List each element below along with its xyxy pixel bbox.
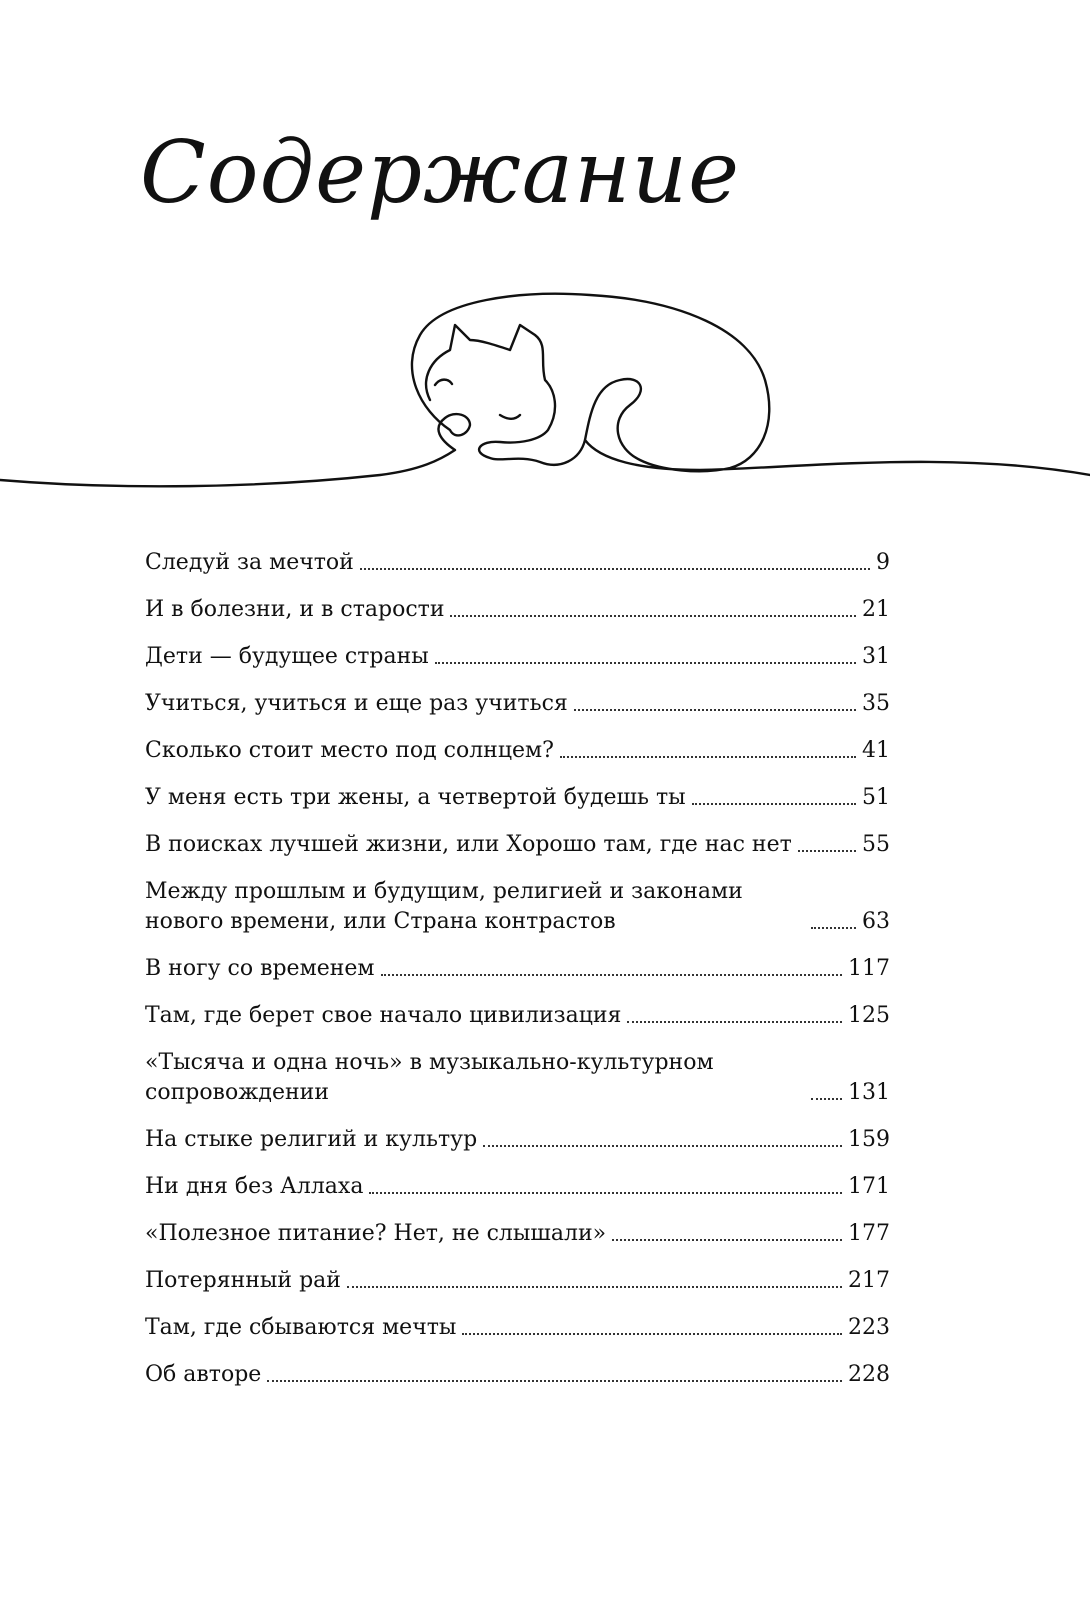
toc-entry-page: 228 (848, 1362, 890, 1387)
toc-entry[interactable] (145, 1172, 890, 1202)
toc-entry[interactable] (145, 736, 890, 766)
leader-dots (560, 756, 856, 758)
toc-entry-page: 171 (848, 1174, 890, 1199)
leader-dots (811, 1098, 842, 1100)
toc-entry[interactable] (145, 548, 890, 578)
toc-entry-title: «Тысяча и одна ночь» в музыкально-культурном сопровождении (145, 1050, 714, 1105)
toc-entry-page: 223 (848, 1315, 890, 1340)
toc-entry-title: В поисках лучшей жизни, или Хорошо там, где нас нет (145, 832, 792, 857)
toc-entry-page: 177 (848, 1221, 890, 1246)
leader-dots (574, 709, 856, 711)
toc-entry[interactable] (145, 877, 890, 937)
leader-dots (267, 1380, 842, 1382)
toc-entry-page: 9 (876, 550, 890, 575)
toc-entry-page: 31 (862, 644, 890, 669)
toc-entry-page: 63 (862, 909, 890, 934)
leader-dots (450, 615, 856, 617)
leader-dots (798, 850, 856, 852)
toc-entry-title: Учиться, учиться и еще раз учиться (145, 691, 568, 716)
toc-entry[interactable] (145, 642, 890, 672)
toc-entry[interactable] (145, 954, 890, 984)
toc-entry-title: Ни дня без Аллаха (145, 1174, 364, 1199)
toc-entry[interactable] (145, 1313, 890, 1343)
toc-entry[interactable] (145, 1001, 890, 1031)
leader-dots (360, 568, 870, 570)
toc-entry[interactable] (145, 1125, 890, 1155)
leader-dots (369, 1192, 842, 1194)
toc-entry-title: В ногу со временем (145, 956, 375, 981)
toc-entry[interactable] (145, 783, 890, 813)
leader-dots (811, 927, 856, 929)
leader-dots (435, 662, 856, 664)
leader-dots (347, 1286, 842, 1288)
page-title: Содержание (140, 123, 740, 223)
toc-entry-title: «Полезное питание? Нет, не слышали» (145, 1221, 607, 1246)
toc-entry-title: Между прошлым и будущим, религией и законами нового времени, или Страна контрастов (145, 879, 743, 934)
toc-entry-title: На стыке религий и культур (145, 1127, 478, 1152)
toc-entry-title: Там, где сбываются мечты (145, 1315, 457, 1340)
toc-entry-title: Потерянный рай (145, 1268, 341, 1293)
toc-entry-page: 41 (862, 738, 890, 763)
toc-entry-page: 159 (848, 1127, 890, 1152)
toc-entry-page: 51 (862, 785, 890, 810)
toc-entry-title: Дети — будущее страны (145, 644, 429, 669)
toc-entry[interactable] (145, 595, 890, 625)
leader-dots (627, 1021, 842, 1023)
toc-entry-page: 21 (862, 597, 890, 622)
leader-dots (692, 803, 856, 805)
toc-entry[interactable] (145, 1219, 890, 1249)
toc-entry-page: 125 (848, 1003, 890, 1028)
toc-entry-title: Сколько стоит место под солнцем? (145, 738, 554, 763)
toc-entry[interactable] (145, 689, 890, 719)
toc-entry-title: Следуй за мечтой (145, 550, 354, 575)
toc-entry-page: 217 (848, 1268, 890, 1293)
toc-entry[interactable] (145, 1266, 890, 1296)
toc-entry-title: У меня есть три жены, а четвертой будешь ты (145, 785, 686, 810)
table-of-contents (145, 548, 890, 1407)
toc-entry-title: Об авторе (145, 1362, 262, 1387)
toc-entry-page: 35 (862, 691, 890, 716)
toc-entry-title: Там, где берет свое начало цивилизация (145, 1003, 622, 1028)
cat-line-drawing (0, 290, 1090, 520)
leader-dots (483, 1145, 842, 1147)
leader-dots (612, 1239, 842, 1241)
toc-entry-page: 131 (848, 1080, 890, 1105)
toc-entry-page: 55 (862, 832, 890, 857)
toc-entry-page: 117 (848, 956, 890, 981)
toc-entry[interactable] (145, 1048, 890, 1108)
leader-dots (462, 1333, 842, 1335)
toc-entry-title: И в болезни, и в старости (145, 597, 445, 622)
toc-entry[interactable] (145, 830, 890, 860)
toc-entry[interactable] (145, 1360, 890, 1390)
leader-dots (381, 974, 842, 976)
